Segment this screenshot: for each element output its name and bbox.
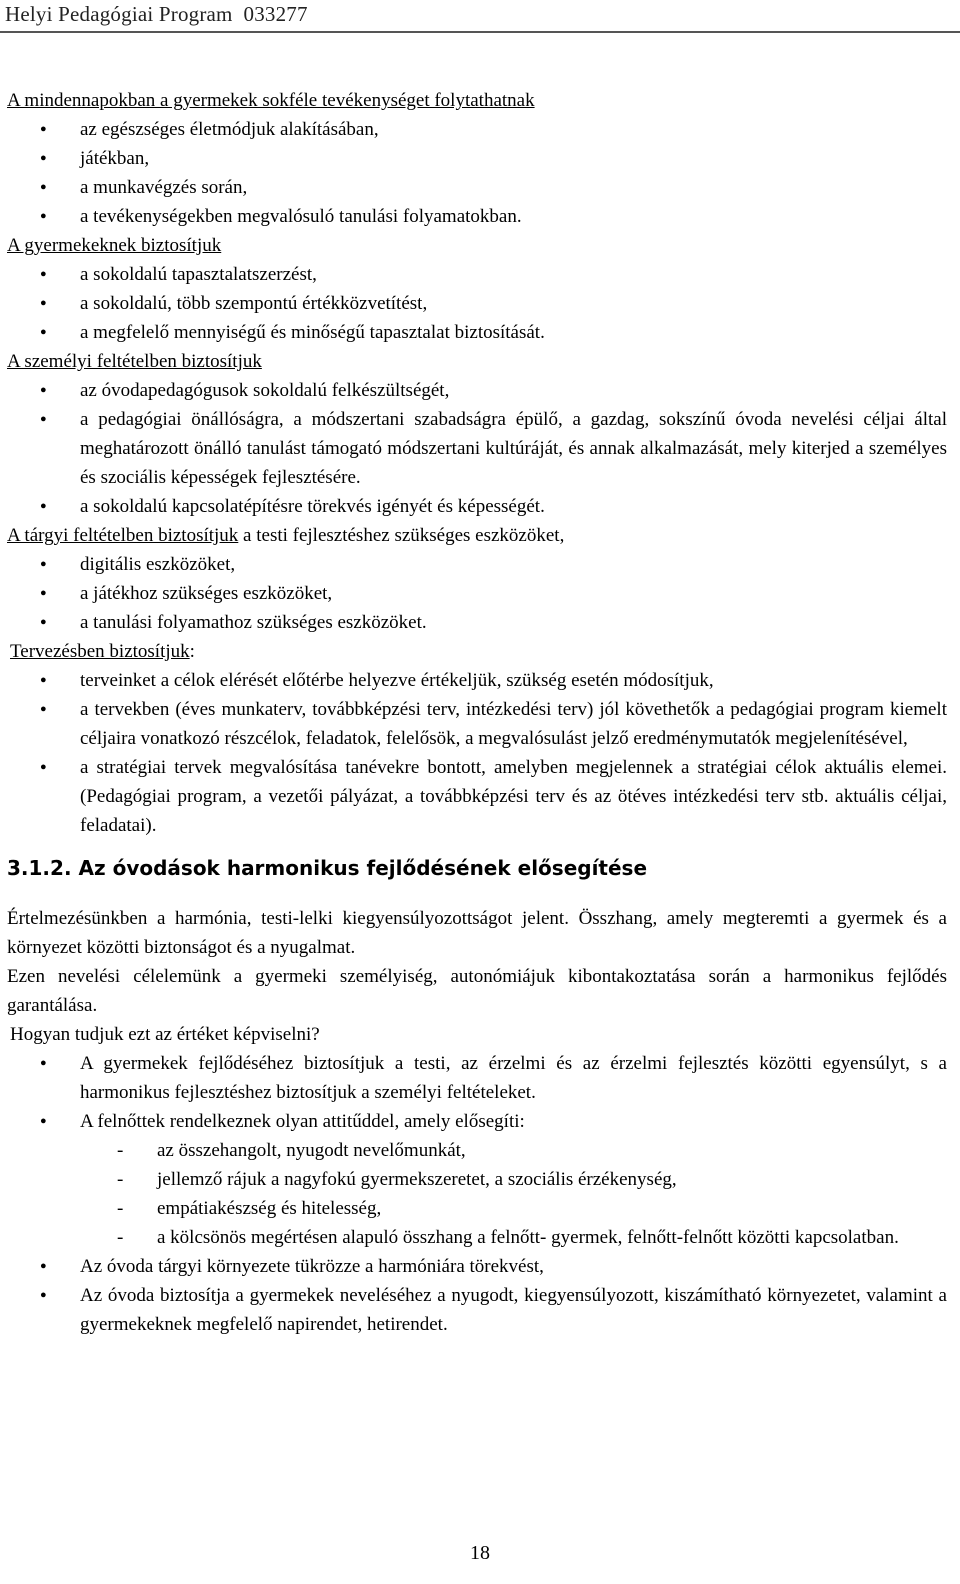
list-item: ● az egészséges életmódjuk alakításában, [7,115,947,144]
section-heading [7,521,947,550]
section-heading-rest: : [189,641,195,662]
list-item: ● a munkavégzés során, [7,173,947,202]
list-item: ● A gyermekek fejlődéséhez biztosítjuk a testi, az érzelmi és az érzelmi fejlesztés közötti egyensúlyt, s a harmonikus fejlesztéshez biztosítjuk a személyi feltételeket. [7,1049,947,1107]
paragraph: Ezen nevelési célelemünk a gyermeki személyiség, autonómiájuk kibontakoztatása során a harmonikus fejlődés garantálása. [7,966,947,1016]
list-item: ● a tanulási folyamathoz szükséges eszközöket. [7,608,947,637]
question-text: Hogyan tudjuk ezt az értéket képviselni? [10,1024,320,1045]
section-heading-underlined: A tárgyi feltételben biztosítjuk [7,525,239,546]
bullet-list [7,1049,947,1339]
page-number: 18 [470,1542,490,1564]
page-header [5,2,308,27]
list-item: ● a stratégiai tervek megvalósítása tanévekre bontott, amelyben megjelennek a stratégiai célok aktuális elemei. (Pedagógiai program, a vezetői pályázat, a továbbképzési terv és az ötéves intézkedési terv stb. aktuális céljai, feladatai). [7,753,947,840]
list-item: ● a sokoldalú kapcsolatépítésre törekvés igényét és képességét. [7,492,947,521]
section-heading-underlined: Tervezésben biztosítjuk [10,641,190,662]
list-item: ● játékban, [7,144,947,173]
list-item: ● a tevékenységekben megvalósuló tanulási folyamatokban. [7,202,947,231]
header-code: 033277 [243,2,308,26]
section-heading-rest: a testi fejlesztéshez szükséges eszközöket, [238,525,565,546]
header-title: Helyi Pedagógiai Program [5,2,233,26]
section-heading: A gyermekeknek biztosítjuk [7,235,222,256]
dash-item: - jellemző rájuk a nagyfokú gyermekszeretet, a szociális érzékenység, [7,1165,947,1194]
dash-list [7,1136,947,1252]
list-item: ● digitális eszközöket, [7,550,947,579]
dash-item: - a kölcsönös megértésen alapuló összhang a felnőtt- gyermek, felnőtt-felnőtt közötti kapcsolatban. [7,1223,947,1252]
section-heading: A mindennapokban a gyermekek sokféle tevékenységet folytathatnak [7,90,535,111]
list-item: ● a sokoldalú tapasztalatszerzést, [7,260,947,289]
section-heading: A személyi feltételben biztosítjuk [7,351,262,372]
list-item: ● Az óvoda biztosítja a gyermekek neveléséhez a nyugodt, kiegyensúlyozott, kiszámítható környezetet, valamint a gyermekeknek megfelelő napirendet, hetirendet. [7,1281,947,1339]
dash-item: - az összehangolt, nyugodt nevelőmunkát, [7,1136,947,1165]
list-item: ● a megfelelő mennyiségű és minőségű tapasztalat biztosítását. [7,318,947,347]
list-item-text: A felnőttek rendelkeznek olyan attitűddel, amely elősegíti: [80,1111,525,1132]
list-item: ● a pedagógiai önállóságra, a módszertani szabadságra épülő, a gazdag, sokszínű óvoda nevelési céljai által meghatározott önálló tanulást támogató módszertani kultúráját, és annak alkalmazását, mely kiterjed a személyes és szociális képességek fejlesztésére. [7,405,947,492]
list-item: ● a játékhoz szükséges eszközöket, [7,579,947,608]
subsection-title: 3.1.2. Az óvodások harmonikus fejlődésének elősegítése [7,856,648,880]
dash-item: - empátiakészség és hitelesség, [7,1194,947,1223]
list-item: ● az óvodapedagógusok sokoldalú felkészültségét, [7,376,947,405]
bullet-list [7,550,947,637]
list-item: ● a sokoldalú, több szempontú értékközvetítést, [7,289,947,318]
list-item: ● terveinket a célok elérését előtérbe helyezve értékeljük, szükség esetén módosítjuk, [7,666,947,695]
header-rule [0,31,960,33]
list-item: ● Az óvoda tárgyi környezete tükrözze a harmóniára törekvést, [7,1252,947,1281]
bullet-list [7,260,947,347]
list-item [7,1107,947,1252]
bullet-list [7,376,947,521]
paragraph: Értelmezésünkben a harmónia, testi-lelki kiegyensúlyozottságot jelent. Összhang, amely megteremti a gyermek és a környezet közötti biztonságot és a nyugalmat. [7,908,947,958]
bullet-list [7,115,947,231]
document-body [7,86,947,1339]
bullet-list [7,666,947,840]
section-heading [7,637,947,666]
list-item: ● a tervekben (éves munkaterv, továbbképzési terv, intézkedési terv) jól követhetők a pedagógiai program kiemelt céljaira vonatkozó részcélok, feladatok, felelősök, a megvalósulást jelző eredménymutatók megjelenítésével, [7,695,947,753]
